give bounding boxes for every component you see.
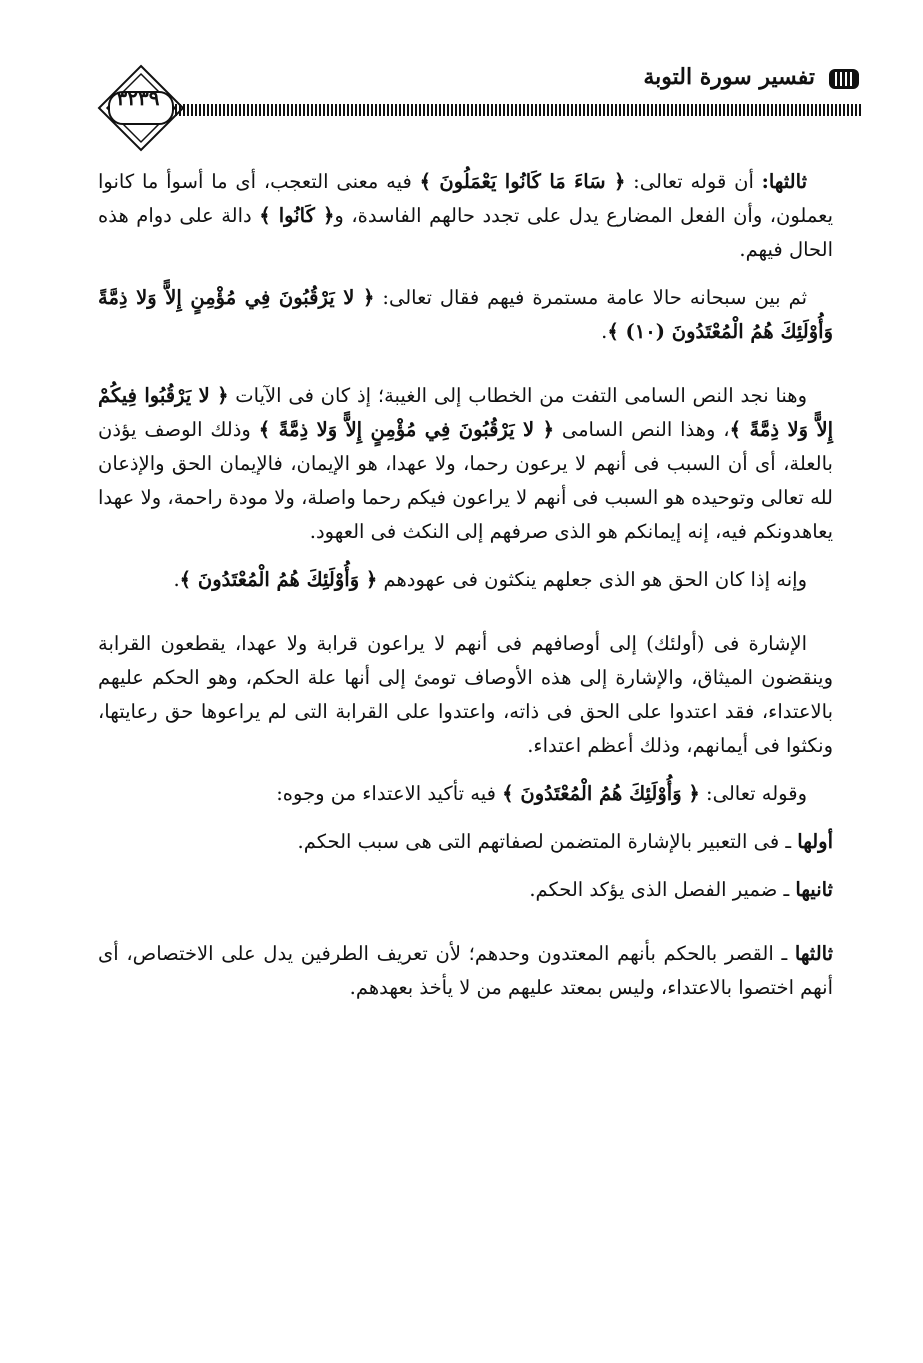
quran-verse: ﴿ سَاءَ مَا كَانُوا يَعْمَلُونَ ﴾ — [419, 170, 626, 193]
paragraph-text: الإشارة فى (أولئك) إلى أوصافهم فى أنهم لا يراعون قرابة ولا عهدا، يقطعون القرابة وينقضون الميثاق، والإشارة إلى هذه الأوصاف تومئ إلى أنها علة الحكم، وهو الحكم عليهم بالاعتداء، فقد اعتدوا على الحق فى ذاته، واعتدوا على القرابة التى لم يراعوها حق رعايتها، ونكثوا فى أيمانهم، وذلك أعظم اعتداء. — [98, 632, 833, 757]
paragraph — [98, 825, 833, 859]
page-number: ٣٢٣٩ — [116, 86, 160, 110]
paragraph-text: فيه تأكيد الاعتداء من وجوه: — [276, 782, 503, 805]
paragraph — [98, 873, 833, 907]
paragraph — [98, 281, 833, 349]
paragraph-lead: ثانيها — [795, 878, 833, 901]
quran-verse: ﴿ وَأُوْلَئِكَ هُمُ الْمُعْتَدُونَ ﴾ — [179, 568, 378, 591]
paragraph-text: ـ ضمير الفصل الذى يؤكد الحكم. — [529, 878, 796, 901]
paragraph-text: . — [601, 320, 608, 343]
quran-verse: ﴿ لا يَرْقُبُوا فِيكُمْ إِلاًّ وَلا ذِمَّةً ﴾ — [98, 384, 833, 441]
quran-verse: ﴿ لا يَرْقُبُونَ فِي مُؤْمِنٍ إِلاًّ وَلا ذِمَّةً وَأُوْلَئِكَ هُمُ الْمُعْتَدُونَ (١٠) ﴾ — [98, 286, 833, 343]
paragraph-text: أن قوله تعالى: — [625, 170, 762, 193]
paragraph — [98, 563, 833, 597]
header-rule — [175, 104, 863, 116]
quran-verse: ﴿ كَانُوا ﴾ — [259, 204, 335, 227]
paragraph-text: وهنا نجد النص السامى التفت من الخطاب إلى الغيبة؛ إذ كان فى الآيات — [228, 384, 807, 407]
paragraph-text: وذلك الوصف يؤذن بالعلة، أى أن السبب فى أنهم لا يرعون رحما، ولا عهدا، هو الإيمان، فالإيمان الحق والإذعان لله تعالى وتوحيده هو السبب فى أنهم لا يراعون فيكم رحما واصلة، ولا مودة راحمة، ولا عهدا يعاهدونكم فيه، إنه إيمانكم هو الذى صرفهم إلى النكث فى العهود. — [98, 418, 833, 543]
paragraph — [98, 937, 833, 1005]
paragraph-text: . — [173, 568, 180, 591]
body-text — [98, 165, 833, 1019]
paragraph — [98, 165, 833, 267]
paragraph-text: فيه معنى التعجب، أى ما أسوأ ما كانوا يعملون، وأن الفعل المضارع يدل على تجدد حالهم الفاسدة، و — [98, 170, 833, 227]
paragraph-text: ـ فى التعبير بالإشارة المتضمن لصفاتهم التى هى سبب الحكم. — [297, 830, 798, 853]
ornament-icon — [827, 66, 861, 92]
paragraph-lead: ثالثها: — [761, 170, 807, 193]
paragraph-lead: أولها — [797, 830, 833, 853]
paragraph-lead: ثالثها — [794, 942, 833, 965]
quran-verse: ﴿ وَأُوْلَئِكَ هُمُ الْمُعْتَدُونَ ﴾ — [502, 782, 700, 805]
quran-verse: ﴿ لا يَرْقُبُونَ فِي مُؤْمِنٍ إِلاًّ وَلا ذِمَّةً ﴾ — [258, 418, 555, 441]
paragraph — [98, 627, 833, 763]
paragraph-text: ـ القصر بالحكم بأنهم المعتدون وحدهم؛ لأن تعريف الطرفين يدل على الاختصاص، أى أنهم اختصوا بالاعتداء، وليس بمعتد عليهم من لا يأخذ بعهدهم. — [98, 942, 833, 999]
paragraph-text: وإنه إذا كان الحق هو الذى جعلهم ينكثون فى عهودهم — [377, 568, 807, 591]
paragraph-text: دالة على دوام هذه الحال فيهم. — [98, 204, 833, 261]
paragraph — [98, 777, 833, 811]
paragraph — [98, 379, 833, 549]
page-header — [95, 60, 863, 140]
paragraph-text: ، وهذا النص السامى — [554, 418, 730, 441]
paragraph-text: ثم بين سبحانه حالا عامة مستمرة فيهم فقال تعالى: — [374, 286, 807, 309]
running-title: تفسير سورة التوبة — [643, 64, 815, 90]
paragraph-text: وقوله تعالى: — [699, 782, 807, 805]
